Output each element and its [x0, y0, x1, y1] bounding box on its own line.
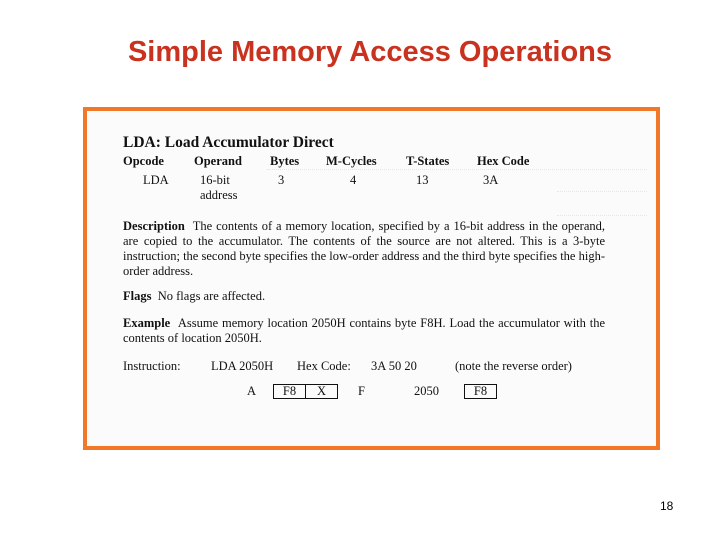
value-operand: 16-bit address [200, 173, 238, 202]
flags-section [123, 289, 605, 304]
document-scan [83, 107, 660, 450]
value-hex-code: 3A [483, 173, 499, 187]
instruction-mnemonic: LDA 2050H [211, 359, 274, 373]
register-f-label: F [358, 384, 365, 398]
instruction-line [123, 359, 605, 374]
memory-address: 2050 [414, 384, 439, 398]
value-t-states: 13 [416, 173, 429, 187]
register-line [123, 384, 605, 399]
header-hex-code: Hex Code [477, 154, 530, 168]
instruction-doc [123, 135, 605, 399]
example-section [123, 316, 605, 346]
value-m-cycles: 4 [350, 173, 357, 187]
memory-value-box: F8 [464, 384, 497, 399]
instruction-title: LDA: Load Accumulator Direct [123, 134, 334, 151]
description-label: Description [123, 219, 185, 233]
example-text: Assume memory location 2050H contains byte F8H. Load the accumulator with the contents of location 2050H. [123, 316, 606, 345]
hex-code-value: 3A 50 20 [371, 359, 417, 373]
slide-title: Simple Memory Access Operations [127, 36, 613, 68]
table-value-row [123, 173, 605, 203]
value-opcode: LDA [143, 173, 169, 187]
value-bytes: 3 [278, 173, 285, 187]
description-text: The contents of a memory location, specified by a 16-bit address in the operand, are copied to the accumulator. The contents of the source are not altered. This is a 3-byte instruction; the second byte specifies the low-order address and the third byte specifies the high-order address. [123, 219, 606, 278]
register-a-box: F8 [273, 384, 306, 399]
header-operand: Operand [194, 154, 242, 168]
register-a-label: A [247, 384, 257, 398]
page-number: 18 [660, 499, 674, 513]
header-t-states: T-States [406, 154, 450, 168]
description-section [123, 219, 605, 279]
hex-code-label: Hex Code: [297, 359, 351, 373]
header-bytes: Bytes [270, 154, 300, 168]
register-x-box: X [306, 384, 338, 399]
example-label: Example [123, 316, 171, 330]
header-opcode: Opcode [123, 154, 164, 168]
table-header-row [123, 154, 605, 169]
header-m-cycles: M-Cycles [326, 154, 377, 168]
flags-label: Flags [123, 289, 152, 303]
reverse-order-note: (note the reverse order) [455, 359, 572, 373]
flags-text: No flags are affected. [157, 289, 266, 303]
instruction-label: Instruction: [123, 359, 181, 373]
